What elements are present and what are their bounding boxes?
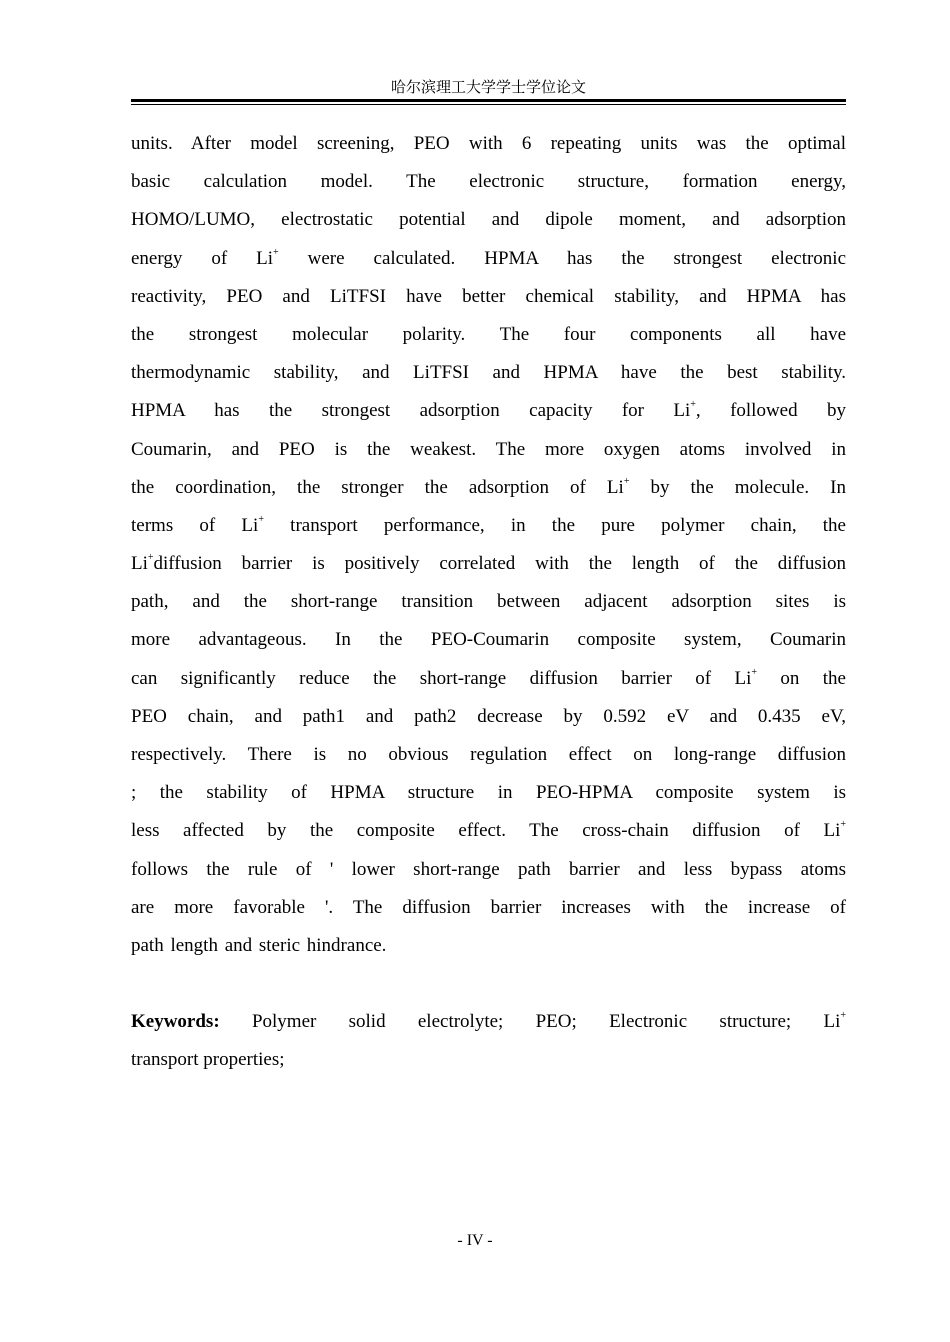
body-line: Coumarin, and PEO is the weakest. The more oxygen atoms involved in <box>131 438 846 460</box>
body-line: terms of Li+ transport performance, in the pure polymer chain, the <box>131 513 846 536</box>
body-line: Li+diffusion barrier is positively correlated with the length of the diffusion <box>131 552 846 575</box>
body-line: respectively. There is no obvious regulation effect on long-range diffusion <box>131 744 846 765</box>
body-line: reactivity, PEO and LiTFSI have better chemical stability, and HPMA has <box>131 285 846 307</box>
body-line: can significantly reduce the short-range diffusion barrier of Li+ on the <box>131 666 846 689</box>
body-line: HOMO/LUMO, electrostatic potential and dipole moment, and adsorption <box>131 209 846 231</box>
superscript: + <box>258 513 264 525</box>
body-line: the coordination, the stronger the adsorption of Li+ by the molecule. In <box>131 475 846 498</box>
keywords-superscript: + <box>840 1010 846 1021</box>
body-line: thermodynamic stability, and LiTFSI and HPMA have the best stability. <box>131 362 846 384</box>
superscript: + <box>147 552 154 564</box>
body-line: PEO chain, and path1 and path2 decrease by 0.592 eV and 0.435 eV, <box>131 705 846 727</box>
body-line: path length and steric hindrance. <box>131 934 387 956</box>
body-line: energy of Li+ were calculated. HPMA has the strongest electronic <box>131 246 847 269</box>
page-header: 哈尔滨理工大学学士学位论文 <box>390 78 586 96</box>
body-line: ; the stability of HPMA structure in PEO-HPMA composite system is <box>131 782 846 804</box>
body-line: follows the rule of ' lower short-range path barrier and less bypass atoms <box>131 858 846 880</box>
superscript: + <box>690 399 696 411</box>
superscript: + <box>273 246 279 258</box>
body-line: less affected by the composite effect. The cross-chain diffusion of Li+ <box>131 819 846 842</box>
body-line: path, and the short-range transition between adjacent adsorption sites is <box>131 591 846 613</box>
body-line: the strongest molecular polarity. The four components all have <box>131 323 846 345</box>
keywords-text: Polymer solid electrolyte; PEO; Electronic structure; Li <box>219 1011 841 1032</box>
superscript: + <box>840 819 846 831</box>
keywords-line-2: transport properties; <box>131 1049 285 1071</box>
keywords-label: Keywords: <box>131 1011 220 1032</box>
body-line: are more favorable '. The diffusion barrier increases with the increase of <box>131 896 846 918</box>
page-number: - IV - <box>457 1232 493 1249</box>
body-line: HPMA has the strongest adsorption capacity for Li+, followed by <box>131 399 846 422</box>
body-line: basic calculation model. The electronic structure, formation energy, <box>131 171 846 193</box>
header-rule-thick <box>131 99 846 102</box>
keywords-block <box>131 1003 846 1079</box>
abstract-body <box>131 125 846 965</box>
body-line: units. After model screening, PEO with 6 repeating units was the optimal <box>131 133 846 154</box>
keywords-line-1 <box>131 1003 846 1041</box>
header-rule-thin <box>131 104 846 105</box>
superscript: + <box>751 666 758 678</box>
body-line: more advantageous. In the PEO-Coumarin composite system, Coumarin <box>131 629 846 651</box>
superscript: + <box>623 475 630 487</box>
